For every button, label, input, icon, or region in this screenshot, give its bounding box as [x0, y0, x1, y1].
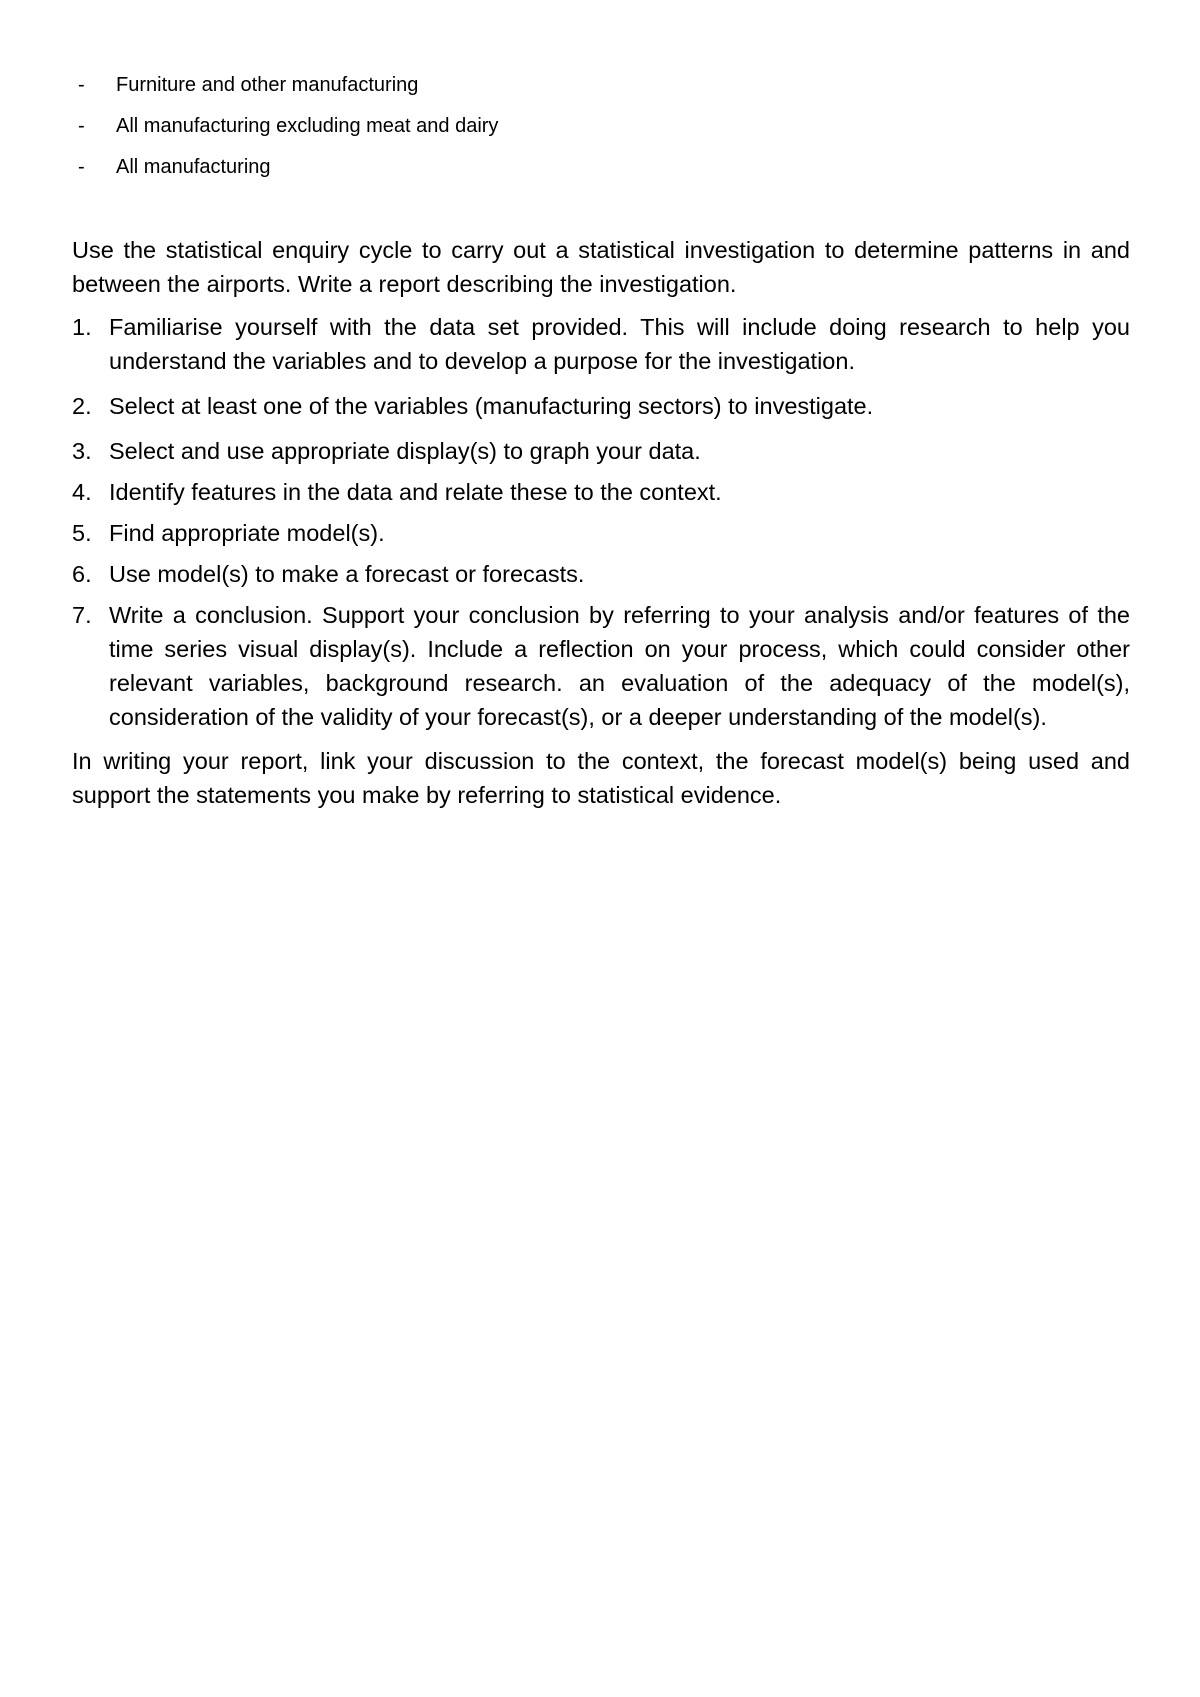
step-item [72, 516, 1130, 550]
step-number: 2. [72, 393, 92, 419]
step-text: Select at least one of the variables (manufacturing sectors) to investigate. [109, 393, 874, 419]
step-text: Familiarise yourself with the data set provided. This will include doing research to help you understand the variables and to develop a purpose for the investigation. [109, 314, 1130, 374]
task-steps [72, 310, 1130, 734]
bullet-dash: - [78, 115, 85, 137]
step-item [72, 310, 1130, 378]
step-item [72, 434, 1130, 468]
step-number: 7. [72, 602, 92, 628]
step-item [72, 598, 1130, 734]
step-text: Select and use appropriate display(s) to graph your data. [109, 438, 701, 464]
sector-label: All manufacturing [116, 156, 271, 178]
closing-paragraph: In writing your report, link your discussion to the context, the forecast model(s) being used and support the statements you make by referring to statistical evidence. [72, 748, 1130, 808]
step-number: 4. [72, 479, 92, 505]
bullet-dash: - [78, 74, 85, 96]
step-item [72, 389, 1130, 423]
step-text: Find appropriate model(s). [109, 520, 385, 546]
bullet-dash: - [78, 156, 85, 178]
step-item [72, 557, 1130, 591]
step-number: 3. [72, 438, 92, 464]
sector-label: Furniture and other manufacturing [116, 74, 419, 96]
step-number: 1. [72, 314, 92, 340]
step-number: 6. [72, 561, 92, 587]
step-text: Write a conclusion. Support your conclusion by referring to your analysis and/or features of the time series visual display(s). Include a reflection on your process, which could consider other relevant variables, background research. an evaluation of the adequacy of the model(s), consideration of the validity of your forecast(s), or a deeper understanding of the model(s). [109, 602, 1130, 730]
step-number: 5. [72, 520, 92, 546]
sector-label: All manufacturing excluding meat and dairy [116, 115, 499, 137]
step-item [72, 475, 1130, 509]
intro-paragraph: Use the statistical enquiry cycle to carry out a statistical investigation to determine patterns in and between the airports. Write a report describing the investigation. [72, 237, 1130, 297]
step-text: Use model(s) to make a forecast or forecasts. [109, 561, 585, 587]
step-text: Identify features in the data and relate these to the context. [109, 479, 722, 505]
